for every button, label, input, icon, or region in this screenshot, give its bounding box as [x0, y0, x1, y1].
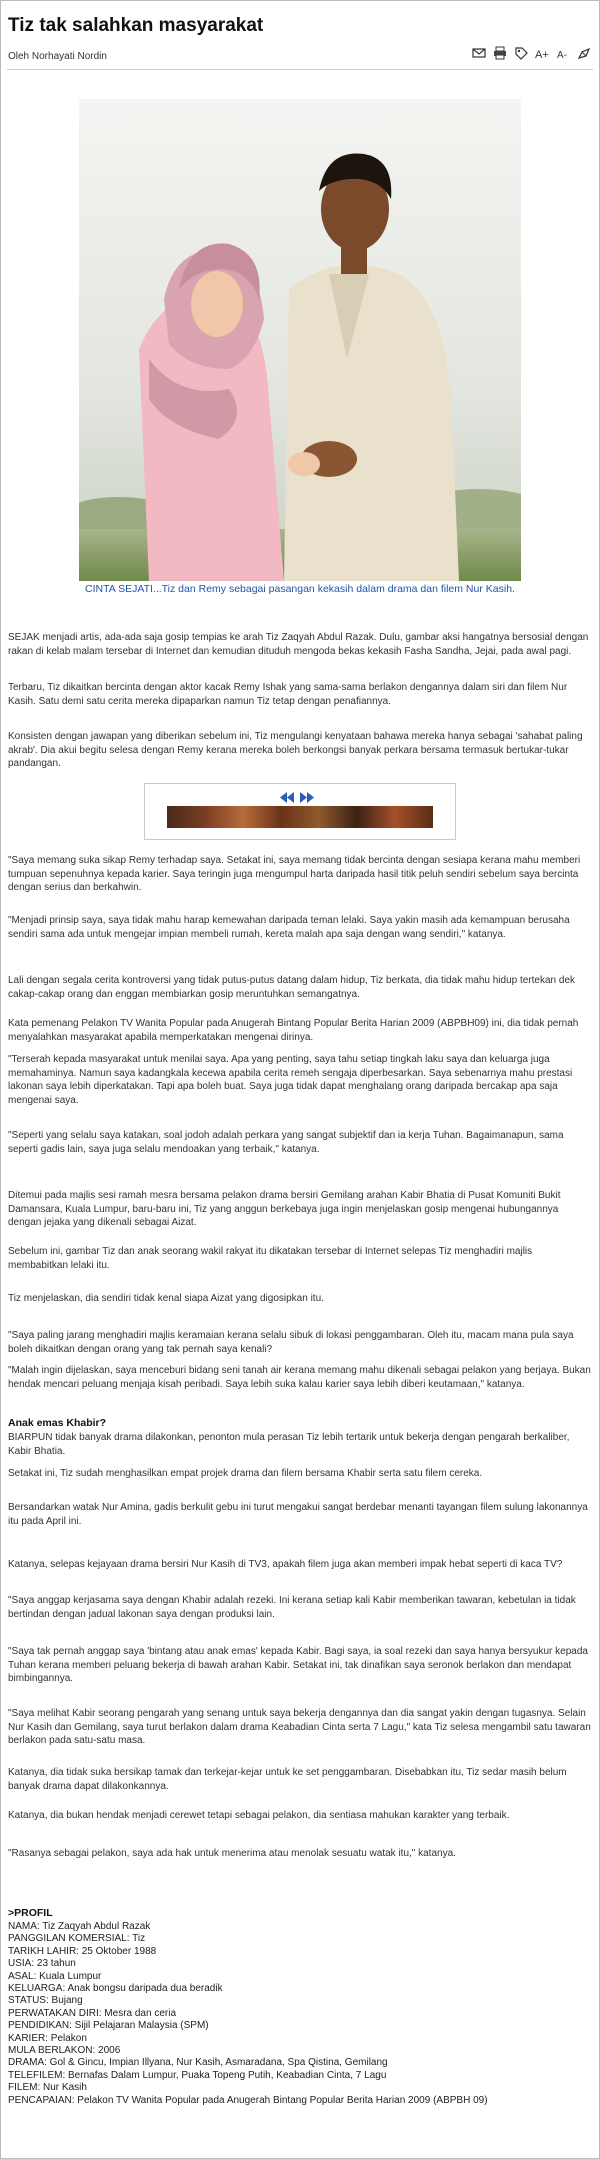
paragraph: Kata pemenang Pelakon TV Wanita Popular pada Anugerah Bintang Popular Berita Harian 2009 (ABPBH09) ini, dia tidak pernah menyalahkan masyarakat apabila memperkatakan mengenai dirinya.: [8, 1018, 579, 1043]
font-increase-label: A+: [534, 48, 549, 60]
profile-item: PENCAPAIAN: Pelakon TV Wanita Popular pada Anugerah Bintang Popular Berita Harian 2009 (ABPBH 09): [8, 2094, 488, 2106]
image-gallery: [144, 783, 456, 840]
paragraph: "Saya paling jarang menghadiri majlis keramaian kerana selalu sibuk di lokasi penggambaran. Oleh itu, macam mana pula saya boleh dikaitkan dengan orang yang tak pernah saya kenali?: [8, 1330, 574, 1355]
paragraph: "Saya memang suka sikap Remy terhadap saya. Setakat ini, saya memang tidak bercinta dengan sesiapa kerana mahu memberi tumpuan sepenuhnya kepada karier. Saya teringin juga mengumpul harta daripada hasil titik peluh sendiri sebelum saya bercinta dengan serius dan berkahwin.: [8, 855, 581, 893]
print-icon[interactable]: [492, 45, 507, 60]
profile-item: KELUARGA: Anak bongsu daripada dua beradik: [8, 1983, 223, 1995]
paragraph: Setakat ini, Tiz sudah menghasilkan empat projek drama dan filem bersama Khabir serta satu filem cereka.: [8, 1468, 483, 1479]
gallery-nav: [279, 790, 315, 801]
paragraph: Katanya, dia bukan hendak menjadi cerewet tetapi sebagai pelakon, dia sentiasa mahukan karakter yang terbaik.: [8, 1810, 510, 1821]
profile-item: STATUS: Bujang: [8, 1995, 83, 2007]
byline: Oleh Norhayati Nordin: [8, 51, 107, 62]
font-decrease-icon[interactable]: [555, 45, 570, 60]
font-increase-icon[interactable]: [534, 45, 549, 60]
paragraph: "Saya anggap kerjasama saya dengan Khabir adalah rezeki. Ini kerana setiap kali Kabir memberikan tawaran, kebetulan ia tidak bertindan dengan jadual lakonan saya dengan produksi lain.: [8, 1595, 576, 1620]
profile-item: MULA BERLAKON: 2006: [8, 2045, 121, 2057]
gallery-thumbnail-strip[interactable]: [167, 806, 433, 828]
profile-item: TELEFILEM: Bernafas Dalam Lumpur, Puaka Topeng Putih, Keabadian Cinta, 7 Lagu: [8, 2069, 387, 2081]
paragraph: "Terserah kepada masyarakat untuk menilai saya. Apa yang penting, saya tahu setiap tingkah laku saya dan keluarga juga memahaminya. Namun saya kadangkala kecewa apabila cerita remeh sengaja diperbesarkan. Saya sebenarnya mahu prestasi lakonan saya lebih diperkatakan. Tapi apa boleh buat. Saya juga tidak dapat menghalang orang daripada bercakap apa saja mengenai saya.: [8, 1054, 573, 1106]
paragraph: BIARPUN tidak banyak drama dilakonkan, penonton mula perasan Tiz lebih tertarik untuk bekerja dengan pengarah berkaliber, Kabir Bhatia.: [8, 1432, 570, 1457]
paragraph: "Malah ingin dijelaskan, saya menceburi bidang seni tanah air kerana memang mahu dikenali sebagai pelakon yang berjaya. Bukan hendak mencari peluang menjaja kisah peribadi. Saya lebih suka kalau karier saya lebih diberi keutamaan," katanya.: [8, 1365, 591, 1390]
paragraph: Lali dengan segala cerita kontroversi yang tidak putus-putus datang dalam hidup, Tiz berkata, dia tidak mahu hidup tertekan dek cakap-cakap orang dan enggan membiarkan gosip meruntuhkan semangatnya.: [8, 975, 576, 1000]
profile-item: ASAL: Kuala Lumpur: [8, 1970, 102, 1982]
profile-item: KARIER: Pelakon: [8, 2032, 87, 2044]
article-photo: [79, 99, 521, 581]
paragraph: "Menjadi prinsip saya, saya tidak mahu harap kemewahan daripada teman lelaki. Saya yakin masih ada kemampuan berusaha sendiri sama ada untuk mengejar impian membeli rumah, kereta malah apa saja dengan wang sendiri," katanya.: [8, 915, 570, 940]
paragraph: "Rasanya sebagai pelakon, saya ada hak untuk menerima atau menolak sesuatu watak itu," katanya.: [8, 1848, 456, 1859]
profile-item: TARIKH LAHIR: 25 Oktober 1988: [8, 1945, 157, 1957]
paragraph: "Saya melihat Kabir seorang pengarah yang senang untuk saya bekerja dengannya dan dia sangat yakin dengan tugasnya. Selain Nur Kasih dan Gemilang, saya turut berlakon dalam drama Keabadian Cinta serta 7 Lagu," kata Tiz selesa mengambil satu tawaran berlakon pada satu-satu masa.: [8, 1708, 591, 1746]
paragraph: SEJAK menjadi artis, ada-ada saja gosip tempias ke arah Tiz Zaqyah Abdul Razak. Dulu, gambar aksi hangatnya bersosial dengan rakan di kelab malam tersebar di Internet dan kemudian dituduh mengoda bekas kekasih Fasha Sandha, Jejai, pada awal pagi.: [8, 632, 589, 657]
email-icon[interactable]: [471, 45, 486, 60]
next-arrow-icon[interactable]: [299, 790, 315, 801]
header-divider: [7, 69, 593, 70]
article-title: Tiz tak salahkan masyarakat: [8, 15, 264, 36]
profile-item: PENDIDIKAN: Sijil Pelajaran Malaysia (SPM): [8, 2020, 209, 2032]
profile-item: PANGGILAN KOMERSIAL: Tiz: [8, 1933, 146, 1945]
paragraph: "Saya tak pernah anggap saya 'bintang atau anak emas' kepada Kabir. Bagi saya, ia soal rezeki dan saya hanya bersyukur kepada Tuhan kerana memberi peluang bekerja di bawah arahan Kabir. Setakat ini, tak dinafikan saya seronok berlakon dan mendapat bimbingannya.: [8, 1646, 588, 1684]
profile-item: PERWATAKAN DIRI: Mesra dan ceria: [8, 2007, 177, 2019]
subheading: Anak emas Khabir?: [8, 1417, 107, 1429]
profile-item: DRAMA: Gol & Gincu, Impian Illyana, Nur Kasih, Asmaradana, Spa Qistina, Gemilang: [8, 2057, 388, 2069]
profile-list: [8, 1921, 594, 2107]
paragraph: Katanya, selepas kejayaan drama bersiri Nur Kasih di TV3, apakah filem juga akan memberi impak hebat seperti di kaca TV?: [8, 1559, 563, 1570]
photo-caption: CINTA SEJATI...Tiz dan Remy sebagai pasangan kekasih dalam drama dan filem Nur Kasih.: [85, 583, 515, 595]
paragraph: Konsisten dengan jawapan yang diberikan sebelum ini, Tiz mengulangi kenyataan bahawa mereka hanya sebagai 'sahabat paling akrab'. Dia akui begitu selesa dengan Remy kerana mereka boleh berkongsi banyak perkara bersama termasuk bertukar-tukar pandangan.: [8, 731, 583, 769]
paragraph: Katanya, dia tidak suka bersikap tamak dan terkejar-kejar untuk ke set penggambaran. Disebabkan itu, Tiz sedar masih belum banyak drama dapat dilakonkannya.: [8, 1767, 567, 1792]
paragraph: Bersandarkan watak Nur Amina, gadis berkulit gebu ini turut mengakui sangat berdebar menanti tayangan filem sulung lakonannya itu pada April ini.: [8, 1502, 588, 1527]
profile-item: USIA: 23 tahun: [8, 1958, 76, 1970]
paragraph: Ditemui pada majlis sesi ramah mesra bersama pelakon drama bersiri Gemilang arahan Kabir Bhatia di Pusat Komuniti Bukit Damansara, Kuala Lumpur, baru-baru ini, Tiz yang anggun berkebaya juga ingin menjelaskan gosip mengenai hubungannya dengan jejaka yang dikenali sebagai Aizat.: [8, 1190, 561, 1228]
paragraph: Tiz menjelaskan, dia sendiri tidak kenal siapa Aizat yang digosipkan itu.: [8, 1293, 324, 1304]
share-icon[interactable]: [576, 45, 591, 60]
article-toolbar: [471, 45, 591, 60]
paragraph: Terbaru, Tiz dikaitkan bercinta dengan aktor kacak Remy Ishak yang sama-sama berlakon dengannya dalam siri dan filem Nur Kasih. Satu demi satu cerita mereka dipaparkan namun Tiz tetap dengan penafiannya.: [8, 682, 568, 707]
previous-arrow-icon[interactable]: [279, 790, 295, 801]
profile-item: FILEM: Nur Kasih: [8, 2082, 87, 2094]
tag-icon[interactable]: [513, 45, 528, 60]
profile-heading: >PROFIL: [8, 1907, 53, 1919]
profile-item: NAMA: Tiz Zaqyah Abdul Razak: [8, 1921, 151, 1932]
paragraph: "Seperti yang selalu saya katakan, soal jodoh adalah perkara yang sangat subjektif dan ia kerja Tuhan. Bagaimanapun, sama seperti gadis lain, saya juga selalu mendoakan yang terbaik," katanya.: [8, 1130, 564, 1155]
font-decrease-label: A-: [556, 49, 567, 60]
paragraph: Sebelum ini, gambar Tiz dan anak seorang wakil rakyat itu dikatakan tersebar di Internet selepas Tiz menghadiri majlis membabitkan lelaki itu.: [8, 1246, 533, 1271]
